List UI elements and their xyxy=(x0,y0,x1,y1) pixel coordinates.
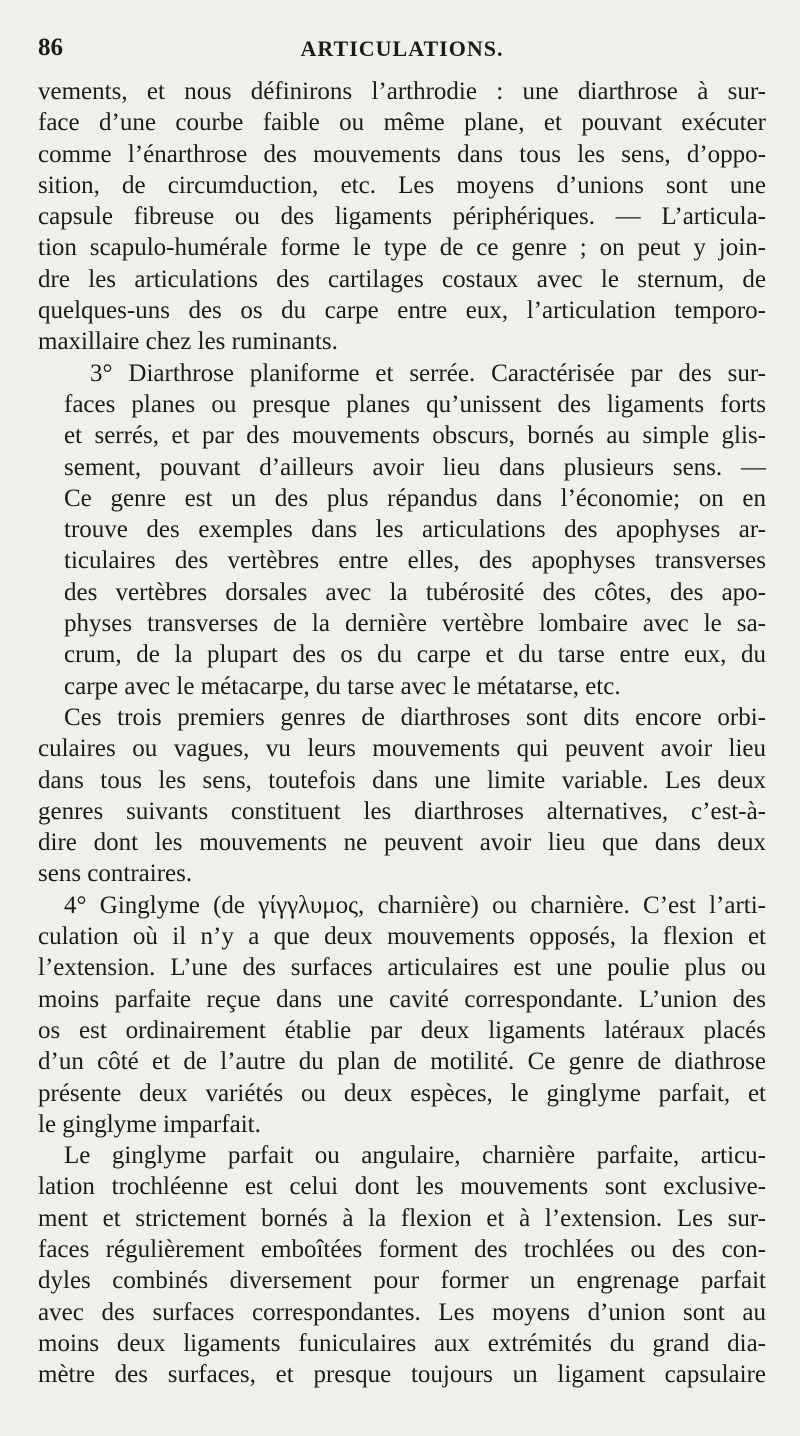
text-line: dyles combinés diversement pour former un engrenage parfait xyxy=(38,1267,766,1295)
text-line: carpe avec le métacarpe, du tarse avec le métatarse, etc. xyxy=(64,672,621,700)
text-line: face d’une courbe faible ou même plane, et pouvant exécuter xyxy=(38,109,766,137)
text-line: moins deux ligaments funiculaires aux extrémités du grand dia- xyxy=(38,1329,766,1357)
text-line: mètre des surfaces, et presque toujours un ligament capsulaire xyxy=(38,1361,766,1389)
text-line: sement, pouvant d’ailleurs avoir lieu dans plusieurs sens. — xyxy=(64,453,766,481)
text-line: et serrés, et par des mouvements obscurs, bornés au simple glis- xyxy=(64,422,766,450)
text-line: trouve des exemples dans les articulations des apophyses ar- xyxy=(64,516,766,544)
text-line: présente deux variétés ou deux espèces, le ginglyme parfait, et xyxy=(38,1079,766,1107)
text-line: dans tous les sens, toutefois dans une limite variable. Les deux xyxy=(38,766,766,794)
page-header xyxy=(38,24,766,76)
text-line: l’extension. L’une des surfaces articulaires est une poulie plus ou xyxy=(38,954,766,982)
text-line: comme l’énarthrose des mouvements dans tous les sens, d’oppo- xyxy=(38,140,766,168)
text-line: Ce genre est un des plus répandus dans l’économie; on en xyxy=(64,484,766,512)
paragraph xyxy=(38,358,766,702)
paragraph xyxy=(38,76,766,358)
paragraph xyxy=(38,702,766,890)
text-line: quelques-uns des os du carpe entre eux, l’articulation temporo- xyxy=(38,297,766,325)
text-line: tion scapulo-humérale forme le type de ce genre ; on peut y join- xyxy=(38,234,766,262)
text-line: ticulaires des vertèbres entre elles, des apophyses transverses xyxy=(64,547,766,575)
text-line: culation où il n’y a que deux mouvements opposés, la flexion et xyxy=(38,923,766,951)
text-line: Le ginglyme parfait ou angulaire, charnière parfaite, articu- xyxy=(64,1142,766,1170)
text-line: vements, et nous définirons l’arthrodie : une diarthrose à sur- xyxy=(38,78,766,105)
text-line: capsule fibreuse ou des ligaments périphériques. — L’articula- xyxy=(38,203,766,231)
text-line: sition, de circumduction, etc. Les moyens d’unions sont une xyxy=(38,171,766,199)
text-line: dire dont les mouvements ne peuvent avoir lieu que dans deux xyxy=(38,829,766,857)
text-line: 3° Diarthrose planiforme et serrée. Caractérisée par des sur- xyxy=(90,359,766,387)
text-line: faces planes ou presque planes qu’unissent des ligaments forts xyxy=(64,390,766,418)
text-line: avec des surfaces correspondantes. Les moyens d’union sont au xyxy=(38,1298,766,1326)
paragraph xyxy=(38,890,766,1140)
text-line: os est ordinairement établie par deux ligaments latéraux placés xyxy=(38,1016,766,1044)
text-line: faces régulièrement emboîtées forment des trochlées ou des con- xyxy=(38,1235,766,1263)
text-line: lation trochléenne est celui dont les mouvements sont exclusive- xyxy=(38,1173,766,1201)
text-line: culaires ou vagues, vu leurs mouvements qui peuvent avoir lieu xyxy=(38,735,766,763)
paragraph xyxy=(38,1140,766,1390)
text-line: sens contraires. xyxy=(38,860,193,888)
text-line: maxillaire chez les ruminants. xyxy=(38,328,338,356)
text-line: moins parfaite reçue dans une cavité correspondante. L’union des xyxy=(38,985,766,1013)
text-line: crum, de la plupart des os du carpe et du tarse entre eux, du xyxy=(64,641,766,669)
page-body xyxy=(38,76,766,1390)
text-line: le ginglyme imparfait. xyxy=(38,1110,261,1138)
text-line: dre les articulations des cartilages costaux avec le sternum, de xyxy=(38,265,766,293)
text-line: 4° Ginglyme (de γίγγλυμος, charnière) ou charnière. C’est l’arti- xyxy=(64,891,766,919)
text-line: Ces trois premiers genres de diarthroses sont dits encore orbi- xyxy=(64,703,766,731)
text-line: d’un côté et de l’autre du plan de motilité. Ce genre de diathrose xyxy=(38,1048,766,1076)
page-number: 86 xyxy=(38,34,63,61)
text-line: genres suivants constituent les diarthroses alternatives, c’est-à- xyxy=(38,797,766,825)
text-line: ment et strictement bornés à la flexion et à l’extension. Les sur- xyxy=(38,1204,766,1232)
running-head: ARTICULATIONS. xyxy=(300,36,504,61)
text-line: des vertèbres dorsales avec la tubérosité des côtes, des apo- xyxy=(64,578,766,606)
text-line: physes transverses de la dernière vertèbre lombaire avec le sa- xyxy=(64,610,766,638)
